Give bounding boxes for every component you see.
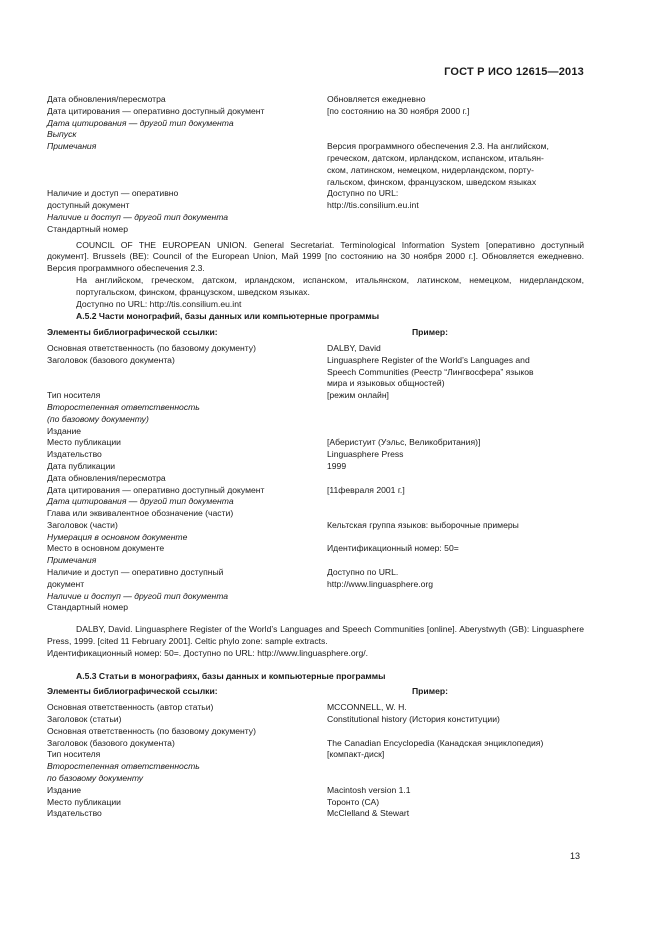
table-row	[47, 212, 584, 224]
example-value: DALBY, David	[327, 342, 381, 353]
table-row	[47, 591, 584, 603]
element-label: Место публикации	[47, 437, 121, 448]
element-label: (по базовому документу)	[47, 413, 149, 424]
element-label: Наличие и доступ — другой тип документа	[47, 590, 229, 601]
element-label: Издание	[47, 425, 82, 436]
element-label: Заголовок (базового документа)	[47, 354, 175, 365]
example-value	[327, 508, 584, 520]
section-title-a53: А.5.3 Статьи в монографиях, базы данных и компьютерные программы	[76, 670, 386, 681]
table-row	[47, 496, 584, 508]
table-row	[47, 414, 584, 426]
table-row	[47, 808, 584, 820]
example-value	[327, 555, 584, 567]
paragraph-languages: На английском, греческом, датском, ирландском, испанском, итальянском, латинском, немецком, нидерландском, португальском, финском, французском, шведском языках.	[76, 274, 584, 297]
table-row	[47, 141, 584, 153]
example-value	[327, 773, 584, 785]
element-label: Издательство	[47, 449, 102, 460]
element-label: Тип носителя	[47, 749, 101, 760]
table-row	[47, 485, 584, 497]
table-row	[47, 749, 584, 761]
table-header-2	[47, 686, 584, 698]
example-value	[327, 726, 584, 738]
example-value	[327, 761, 584, 773]
example-value: Linguasphere Register of the World’s Languages and	[327, 354, 530, 365]
example-value: Кельтская группа языков: выборочные примеры	[327, 519, 519, 530]
example-value: Доступно по URL.	[327, 567, 399, 578]
section-title-a52: А.5.2 Части монографий, базы данных или компьютерные программы	[76, 311, 380, 322]
document-header: ГОСТ Р ИСО 12615—2013	[444, 66, 584, 78]
example-value: Торонто (СА)	[327, 796, 380, 807]
table-row	[47, 773, 584, 785]
element-label: Дата цитирования — другой тип документа	[47, 117, 234, 128]
paragraph-council-ref: COUNCIL OF THE EUROPEAN UNION. General Secretariat. Terminological Information System [оперативно доступный документ]. Brussels (BE): Council of the European Union, Май 1999 [по состоянию на 30 ноября 2000 г.]. Обновляется ежедневно. Версия программного обеспечения 2.3.	[47, 239, 584, 274]
table-row	[47, 378, 584, 390]
paragraph-url: Доступно по URL: http://tis.consilium.eu.int	[76, 298, 242, 309]
example-value: http://www.linguasphere.org	[327, 578, 434, 589]
element-label: Издание	[47, 784, 82, 795]
table-row	[47, 785, 584, 797]
example-value: McClelland & Stewart	[327, 808, 410, 819]
element-label: документ	[47, 578, 85, 589]
example-value	[327, 473, 584, 485]
element-label: Дата обновления/пересмотра	[47, 472, 166, 483]
example-value: http://tis.consilium.eu.int	[327, 200, 419, 211]
table-row	[47, 188, 584, 200]
example-value	[327, 212, 584, 224]
element-label: Дата обновления/пересмотра	[47, 94, 166, 104]
element-label: Стандартный номер	[47, 602, 128, 613]
example-value	[327, 532, 584, 544]
element-label: Основная ответственность (автор статьи)	[47, 702, 214, 713]
example-value: Обновляется ежедневно	[327, 94, 426, 104]
table-row	[47, 177, 584, 189]
element-label: Основная ответственность (по базовому документу)	[47, 725, 256, 736]
example-value: ском, латинском, немецком, нидерландском, порту-	[327, 164, 534, 175]
table-row	[47, 797, 584, 809]
table-row	[47, 94, 584, 106]
example-value	[327, 129, 584, 141]
element-label: Примечания	[47, 555, 97, 566]
element-label: Примечания	[47, 141, 97, 152]
element-label	[47, 165, 327, 177]
element-label: Дата публикации	[47, 460, 116, 471]
page-number: 13	[570, 851, 581, 861]
example-value: [Аберистуит (Уэльс, Великобритания)]	[327, 437, 481, 448]
element-label	[47, 367, 327, 379]
example-value	[327, 414, 584, 426]
table-header-elements: Элементы библиографической ссылки:	[47, 686, 218, 697]
element-label: Дата цитирования — оперативно доступный документ	[47, 484, 265, 495]
element-label: Наличие и доступ — оперативно доступный	[47, 567, 224, 578]
table-row	[47, 761, 584, 773]
element-label: Дата цитирования — оперативно доступный документ	[47, 105, 265, 116]
example-value: Constitutional history (История конституции)	[327, 714, 500, 725]
element-label: Тип носителя	[47, 390, 101, 401]
element-label	[47, 153, 327, 165]
biblio-table-3	[47, 702, 584, 820]
example-value	[327, 591, 584, 603]
example-value: [режим онлайн]	[327, 390, 389, 401]
table-row	[47, 390, 584, 402]
table-row	[47, 449, 584, 461]
table-row	[47, 532, 584, 544]
element-label: Второстепенная ответственность	[47, 761, 200, 772]
element-label: Нумерация в основном документе	[47, 531, 188, 542]
example-value: The Canadian Encyclopedia (Канадская энциклопедия)	[327, 737, 544, 748]
table-header-elements: Элементы библиографической ссылки:	[47, 327, 218, 338]
element-label: Стандартный номер	[47, 223, 128, 234]
paragraph-dalby-id: Идентификационный номер: 50=. Доступно по URL: http://www.linguasphere.org/.	[47, 647, 369, 658]
element-label: Наличие и доступ — другой тип документа	[47, 211, 229, 222]
example-value: Идентификационный номер: 50=	[327, 543, 459, 554]
element-label: Место в основном документе	[47, 543, 165, 554]
element-label: Основная ответственность (по базовому документу)	[47, 342, 256, 353]
element-label: Глава или эквивалентное обозначение (части)	[47, 508, 234, 519]
table-row	[47, 224, 584, 236]
element-label: доступный документ	[47, 200, 130, 211]
table-row	[47, 118, 584, 130]
table-row	[47, 714, 584, 726]
element-label: Заголовок (статьи)	[47, 714, 122, 725]
table-row	[47, 738, 584, 750]
table-row	[47, 461, 584, 473]
table-row	[47, 726, 584, 738]
example-value	[327, 602, 584, 614]
example-value: [11февраля 2001 г.]	[327, 484, 405, 495]
element-label	[47, 378, 327, 390]
element-label: Заголовок (части)	[47, 519, 118, 530]
example-value	[327, 496, 584, 508]
table-row	[47, 426, 584, 438]
element-label	[47, 177, 327, 189]
table-header-1	[47, 327, 584, 339]
example-value: Macintosh version 1.1	[327, 784, 411, 795]
table-row	[47, 579, 584, 591]
example-value: [по состоянию на 30 ноября 2000 г.]	[327, 105, 470, 116]
element-label: Дата цитирования — другой тип документа	[47, 496, 234, 507]
table-row	[47, 602, 584, 614]
table-header-example: Пример:	[412, 686, 448, 697]
example-value: гальском, финском, французском, шведском языках	[327, 176, 537, 187]
table-row	[47, 367, 584, 379]
table-row	[47, 165, 584, 177]
example-value: 1999	[327, 460, 347, 471]
table-row	[47, 402, 584, 414]
example-value: Linguasphere Press	[327, 449, 404, 460]
paragraph-dalby-ref: DALBY, David. Linguasphere Register of the World’s Languages and Speech Communities [online]. Aberystwyth (GB): Linguasphere Press, 1999. [cited 11 February 2001]. Celtic phylo zone: sample extracts.	[47, 624, 584, 647]
example-value: MCCONNELL, W. H.	[327, 702, 407, 713]
table-row	[47, 153, 584, 165]
element-label: Издательство	[47, 808, 102, 819]
table-row	[47, 200, 584, 212]
table-row	[47, 702, 584, 714]
element-label: Выпуск	[47, 129, 77, 140]
table-row	[47, 106, 584, 118]
element-label: Второстепенная ответственность	[47, 401, 200, 412]
element-label: Место публикации	[47, 796, 121, 807]
table-row	[47, 437, 584, 449]
element-label: по базовому документу	[47, 773, 144, 784]
element-label: Заголовок (базового документа)	[47, 737, 175, 748]
page-body	[47, 94, 584, 820]
example-value: мира и языковых общностей)	[327, 378, 445, 389]
table-row	[47, 129, 584, 141]
table-row	[47, 355, 584, 367]
table-row	[47, 473, 584, 485]
example-value	[327, 224, 584, 236]
table-row	[47, 567, 584, 579]
table-row	[47, 555, 584, 567]
table-header-example: Пример:	[412, 327, 448, 338]
biblio-table-1	[47, 94, 584, 236]
example-value	[327, 426, 584, 438]
table-row	[47, 520, 584, 532]
example-value: Версия программного обеспечения 2.3. На английском,	[327, 141, 549, 152]
example-value: Speech Communities (Реестр “Лингвосфера” языков	[327, 366, 534, 377]
biblio-table-2	[47, 343, 584, 614]
example-value: [компакт-диск]	[327, 749, 385, 760]
example-value	[327, 402, 584, 414]
example-value: греческом, датском, ирландском, испанском, итальян-	[327, 152, 544, 163]
table-row	[47, 508, 584, 520]
example-value	[327, 118, 584, 130]
element-label: Наличие и доступ — оперативно	[47, 188, 179, 199]
table-row	[47, 343, 584, 355]
table-row	[47, 543, 584, 555]
example-value: Доступно по URL:	[327, 188, 399, 199]
